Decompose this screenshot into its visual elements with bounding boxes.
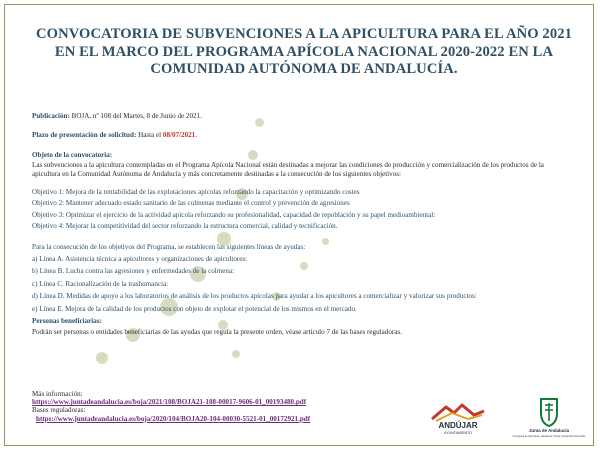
objetivo-item: Objetivo 2: Mantener adecuado estado sanitario de las colmenas mediante el control y prevención de agresiones	[32, 199, 350, 208]
junta-logo	[512, 395, 586, 441]
objetivo-item: Objetivo 3: Optimizar el ejercicio de la actividad apícola reforzando su profesionalidad, capacidad de repoblación y su papel medioambiental:	[32, 210, 436, 219]
bases-link[interactable]: https://www.juntadeandalucia.es/boja/2020/104/BOJA20-104-00030-5521-01_00172921.pdf	[36, 414, 311, 423]
links-section	[32, 390, 310, 423]
andujar-name: ANDÚJAR	[438, 421, 478, 430]
mas-info-link[interactable]: https://www.juntadeandalucia.es/boja/2021/108/BOJA21-108-00017-9606-01_00193480.pdf	[32, 398, 307, 407]
linea-item: a) Línea A. Asistencia técnica a apicultores y organizaciones de apicultores:	[32, 255, 248, 264]
document-body	[32, 112, 572, 336]
linea-item: e) Línea E. Mejora de la calidad de los productos con objeto de explotar el potencial de los mismos en el mercado.	[32, 304, 357, 313]
plazo-end: .	[195, 131, 198, 140]
plazo-text: Hasta el	[136, 131, 163, 140]
plazo-label: Plazo de presentación de solicitud:	[32, 131, 137, 140]
andujar-logo	[428, 399, 488, 435]
linea-item: c) Línea C. Racionalización de la trashumancia:	[32, 279, 169, 288]
personas-text: Podrán ser personas o entidades beneficiarias de las ayudas que regula la presente orden, véase artículo 7 de las bases reguladoras.	[32, 327, 402, 336]
personas-label: Personas beneficiarias:	[32, 317, 102, 326]
plazo-date: 08/07/2021	[162, 131, 196, 140]
andujar-sub: AYUNTAMIENTO	[444, 431, 472, 435]
linea-item: d) Línea D. Medidas de apoyo a los laboratorios de análisis de los productos apícolas para ayudar a los apicultores a comercializar y valorizar sus productos:	[32, 292, 477, 301]
page-title: CONVOCATORIA DE SUBVENCIONES A LA APICULTURA PARA EL AÑO 2021 EN EL MARCO DEL PROGRAMA APÍCOLA NACIONAL 2020-2022 EN LA COMUNIDAD AUTÓNOMA DE ANDALUCÍA.	[35, 26, 573, 77]
mas-info-label: Más información:	[32, 390, 83, 398]
objeto-intro: Las subvenciones a la apicultura contempladas en el Programa Apícola Nacional están destinadas a mejorar las condiciones de producción y comercialización de los productos de la apicultura en la Comunidad Autónoma de Andalucía y más concretamente destinadas a la consecución de los siguientes objetivos:	[32, 161, 544, 178]
objetivo-item: Objetivo 4: Mejorar la competitividad del sector reforzando la estructura comercial, calidad y tecnificación.	[32, 222, 338, 231]
linea-item: b) Línea B. Lucha contra las agresiones y enfermedades de la colmena:	[32, 267, 235, 276]
junta-name: Junta de Andalucía	[528, 428, 570, 433]
publicacion-text: BOJA, nº 108 del Martes, 8 de Junio de 2021.	[69, 112, 202, 120]
objeto-label: Objeto de la convocatoria:	[32, 150, 113, 159]
junta-sub: Consejería de Agricultura, Ganadería, Pesca y Desarrollo Sostenible	[512, 435, 586, 438]
lineas-intro: Para la consecución de los objetivos del Programa, se establecen las siguientes líneas de ayudas:	[32, 242, 306, 251]
bases-label: Bases reguladoras:	[32, 406, 86, 415]
publicacion-label: Publicación:	[32, 112, 70, 120]
objetivo-item: Objetivo 1: Mejora de la rentabilidad de las explotaciones apícolas reforzando la capacitación y optimizando costes	[32, 188, 360, 197]
